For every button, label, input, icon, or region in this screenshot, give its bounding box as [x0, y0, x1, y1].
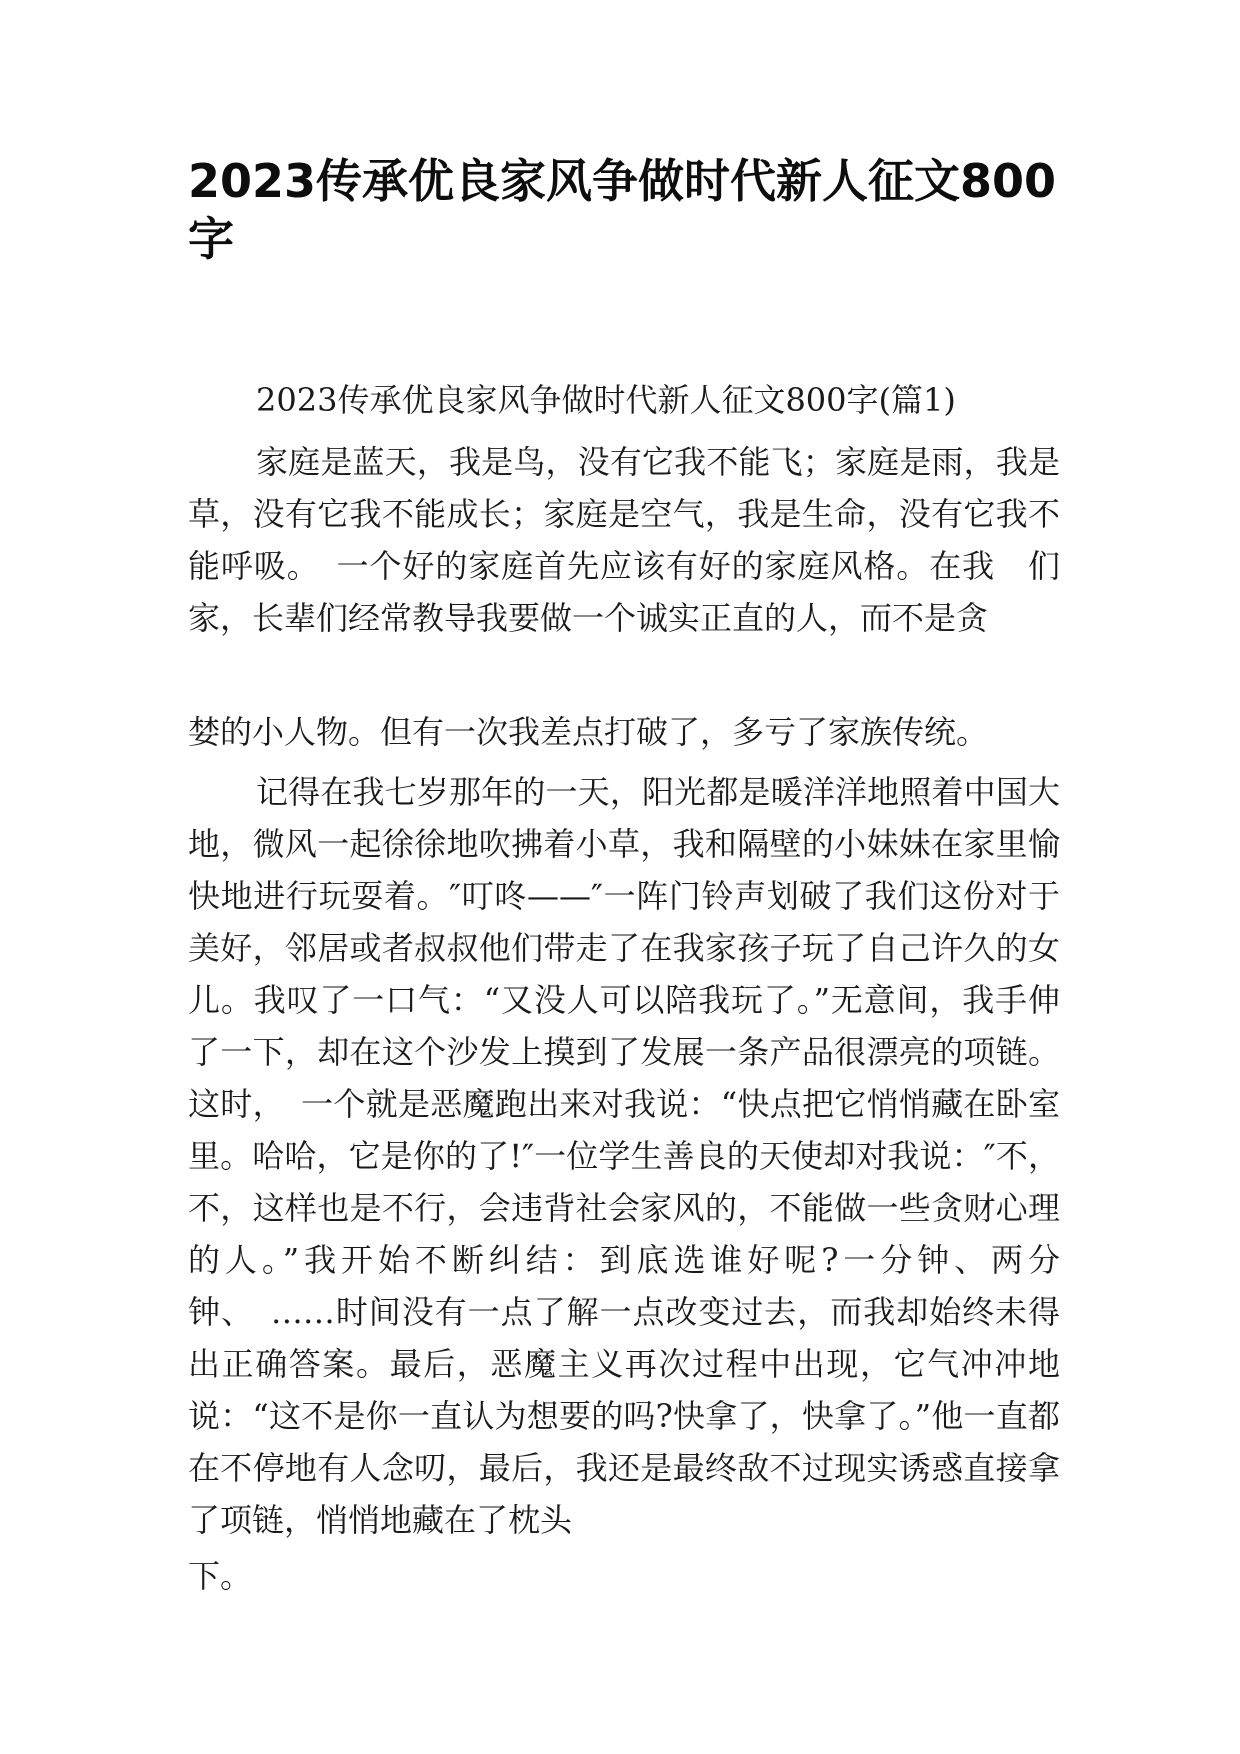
- paragraph-continuation: 婪的小人物。但有一次我差点打破了，多亏了家族传统。: [188, 713, 989, 751]
- paragraph-continuation: 下。: [188, 1557, 253, 1595]
- section-subheading: 2023传承优良家风争做时代新人征文800字(篇1): [256, 381, 956, 419]
- document-title: 2023传承优良家风争做时代新人征文800字: [188, 154, 1057, 266]
- paragraph: 记得在我七岁那年的一天，阳光都是暖洋洋地照着中国大地，微风一起徐徐地吹拂着小草，我和隔壁的小妹妹在家里愉快地进行玩耍着。″叮咚——″一阵门铃声划破了我们这份对于美好，邻居或者叔叔他们带走了在我家孩子玩了自己许久的女儿。我叹了一口气：“又没人可以陪我玩了。”无意间，我手伸了一下，却在这个沙发上摸到了发展一条产品很漂亮的项链。这时， 一个就是恶魔跑出来对我说：“快点把它悄悄藏在卧室里。哈哈，它是你的了!″一位学生善良的天使却对我说：″不，不，这样也是不行，会违背社会家风的，不能做一些贪财心理的人。”我开始不断纠结：到底选谁好呢?一分钟、两分钟、 ……时间没有一点了解一点改变过去，而我却始终未得出正确答案。最后，恶魔主义再次过程中出现，它气冲冲地说：“这不是你一直认为想要的吗?快拿了，快拿了。”他一直都在不停地有人念叨，最后，我还是最终敌不过现实诱惑直接拿了项链，悄悄地藏在了枕头: [188, 773, 1060, 1539]
- paragraph: 家庭是蓝天，我是鸟，没有它我不能飞；家庭是雨，我是草，没有它我不能成长；家庭是空气，我是生命，没有它我不能呼吸。 一个好的家庭首先应该有好的家庭风格。在我 们家，长辈们经常教导我要做一个诚实正直的人，而不是贪: [188, 443, 1060, 637]
